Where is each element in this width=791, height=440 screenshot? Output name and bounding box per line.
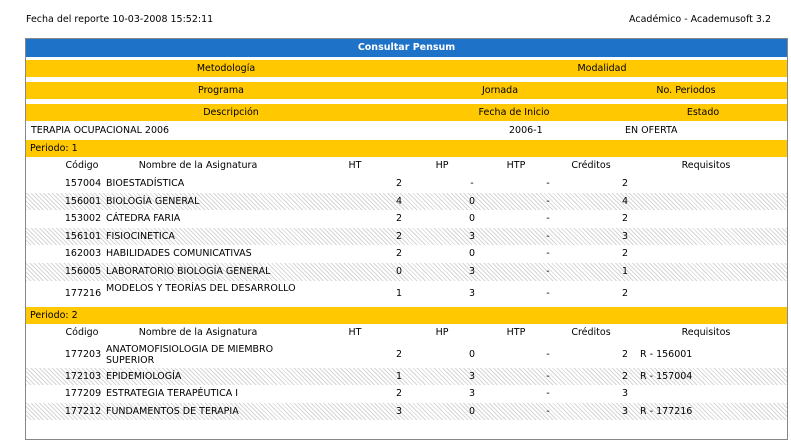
table-row <box>26 368 787 386</box>
col-htp: HTP <box>506 160 526 171</box>
column-header-row <box>26 324 787 342</box>
cell-ht: 2 <box>395 248 403 260</box>
pensum-panel <box>25 38 788 440</box>
table-row <box>26 193 787 211</box>
col-codigo: Código <box>65 160 99 171</box>
cell-creditos: 2 <box>621 370 629 382</box>
cell-htp: - <box>546 388 550 400</box>
cell-nombre: HABILIDADES COMUNICATIVAS <box>106 248 252 260</box>
cell-hp: 3 <box>468 266 476 277</box>
cell-creditos: 1 <box>621 266 629 277</box>
table-row <box>26 263 787 281</box>
label-descripcion: Descripción <box>203 107 259 118</box>
cell-nombre: ESTRATEGIA TERAPÉUTICA I <box>106 388 239 400</box>
cell-nombre: BIOLOGÍA GENERAL <box>106 195 200 207</box>
cell-codigo: 156101 <box>64 230 102 242</box>
cell-hp: 0 <box>468 213 476 225</box>
column-header-row <box>26 157 787 175</box>
cell-htp: - <box>546 248 550 260</box>
cell-codigo: 177203 <box>64 348 102 360</box>
cell-codigo: 177209 <box>64 388 102 400</box>
cell-ht: 1 <box>395 287 403 299</box>
cell-requisitos: R - 156001 <box>640 348 693 360</box>
col-hp: HP <box>435 160 449 171</box>
label-no-periodos: No. Periodos <box>656 85 716 96</box>
cell-hp: 3 <box>468 388 476 400</box>
cell-hp: 0 <box>468 348 476 360</box>
table-row <box>26 210 787 228</box>
label-jornada: Jornada <box>481 85 519 96</box>
cell-codigo: 162003 <box>64 248 102 260</box>
cell-hp: - <box>470 178 474 189</box>
cell-htp: - <box>546 230 550 242</box>
cell-ht: 3 <box>395 405 403 417</box>
cell-htp: - <box>546 266 550 277</box>
cell-codigo: 156005 <box>64 266 102 277</box>
cell-codigo: 156001 <box>64 195 102 207</box>
cell-nombre: BIOESTADÍSTICA <box>106 178 185 189</box>
cell-requisitos: R - 157004 <box>640 370 693 382</box>
cell-nombre: MODELOS Y TEORÍAS DEL DESARROLLO <box>106 282 296 294</box>
cell-ht: 2 <box>395 213 403 225</box>
col-creditos: Créditos <box>571 160 611 171</box>
header-row-descripcion <box>26 104 787 121</box>
cell-ht: 1 <box>395 370 403 382</box>
cell-creditos: 3 <box>621 388 629 400</box>
period-label: Periodo: 1 <box>30 143 78 154</box>
value-fecha-inicio: 2006-1 <box>509 125 543 136</box>
cell-nombre: CÁTEDRA FARIA <box>106 213 181 225</box>
pensum-info-row <box>26 122 787 139</box>
cell-creditos: 2 <box>621 213 629 225</box>
cell-hp: 0 <box>468 405 476 417</box>
cell-requisitos: R - 177216 <box>640 405 693 417</box>
col-htp: HTP <box>506 326 526 338</box>
col-nombre: Nombre de la Asignatura <box>138 326 258 338</box>
cell-nombre: EPIDEMIOLOGÍA <box>106 370 182 382</box>
cell-codigo: 177216 <box>64 287 102 299</box>
cell-creditos: 2 <box>621 178 629 189</box>
cell-ht: 4 <box>395 195 403 207</box>
value-estado: EN OFERTA <box>625 125 678 136</box>
value-descripcion: TERAPIA OCUPACIONAL 2006 <box>31 125 170 136</box>
cell-codigo: 177212 <box>64 405 102 417</box>
cell-ht: 0 <box>395 266 403 277</box>
cell-htp: - <box>546 405 550 417</box>
cell-hp: 0 <box>468 195 476 207</box>
cell-ht: 2 <box>395 388 403 400</box>
col-hp: HP <box>435 326 449 338</box>
cell-codigo: 172103 <box>64 370 102 382</box>
cell-codigo: 157004 <box>64 178 102 189</box>
panel-title: Consultar Pensum <box>26 39 787 57</box>
report-date: Fecha del reporte 10-03-2008 15:52:11 <box>26 14 214 25</box>
cell-nombre: FUNDAMENTOS DE TERAPIA <box>106 405 239 417</box>
cell-creditos: 2 <box>621 248 629 260</box>
col-requisitos: Requisitos <box>681 326 731 338</box>
label-fecha-inicio: Fecha de Inicio <box>478 107 550 118</box>
cell-creditos: 3 <box>621 230 629 242</box>
label-estado: Estado <box>686 107 720 118</box>
cell-htp: - <box>546 195 550 207</box>
col-ht: HT <box>348 160 362 171</box>
table-row <box>26 175 787 193</box>
cell-nombre: ANATOMOFISIOLOGIA DE MIEMBRO SUPERIOR <box>106 343 274 366</box>
cell-nombre: FISIOCINETICA <box>106 230 175 242</box>
cell-ht: 2 <box>395 178 403 189</box>
cell-creditos: 4 <box>621 195 629 207</box>
cell-hp: 3 <box>468 287 476 299</box>
cell-codigo: 153002 <box>64 213 102 225</box>
cell-htp: - <box>546 178 550 189</box>
label-metodologia: Metodología <box>196 63 256 74</box>
table-row <box>26 342 787 368</box>
table-row <box>26 228 787 246</box>
period-header <box>26 307 787 324</box>
label-programa: Programa <box>198 85 244 96</box>
col-nombre: Nombre de la Asignatura <box>138 160 258 171</box>
header-row-metodologia <box>26 60 787 77</box>
cell-htp: - <box>546 287 550 299</box>
cell-creditos: 2 <box>621 287 629 299</box>
table-row <box>26 385 787 403</box>
col-creditos: Créditos <box>571 326 611 338</box>
cell-htp: - <box>546 370 550 382</box>
cell-ht: 2 <box>395 348 403 360</box>
app-version: Académico - Academusoft 3.2 <box>629 14 771 25</box>
cell-nombre: LABORATORIO BIOLOGÍA GENERAL <box>106 266 271 277</box>
col-requisitos: Requisitos <box>681 160 731 171</box>
table-row <box>26 245 787 263</box>
cell-hp: 0 <box>468 248 476 260</box>
cell-creditos: 2 <box>621 348 629 360</box>
cell-hp: 3 <box>468 230 476 242</box>
header-row-programa <box>26 82 787 99</box>
cell-htp: - <box>546 213 550 225</box>
col-codigo: Código <box>65 326 99 338</box>
cell-hp: 3 <box>468 370 476 382</box>
cell-htp: - <box>546 348 550 360</box>
label-modalidad: Modalidad <box>577 63 627 74</box>
cell-creditos: 3 <box>621 405 629 417</box>
period-label: Periodo: 2 <box>30 309 78 321</box>
cell-ht: 2 <box>395 230 403 242</box>
col-ht: HT <box>348 326 362 338</box>
table-row <box>26 281 787 307</box>
period-header <box>26 140 787 157</box>
